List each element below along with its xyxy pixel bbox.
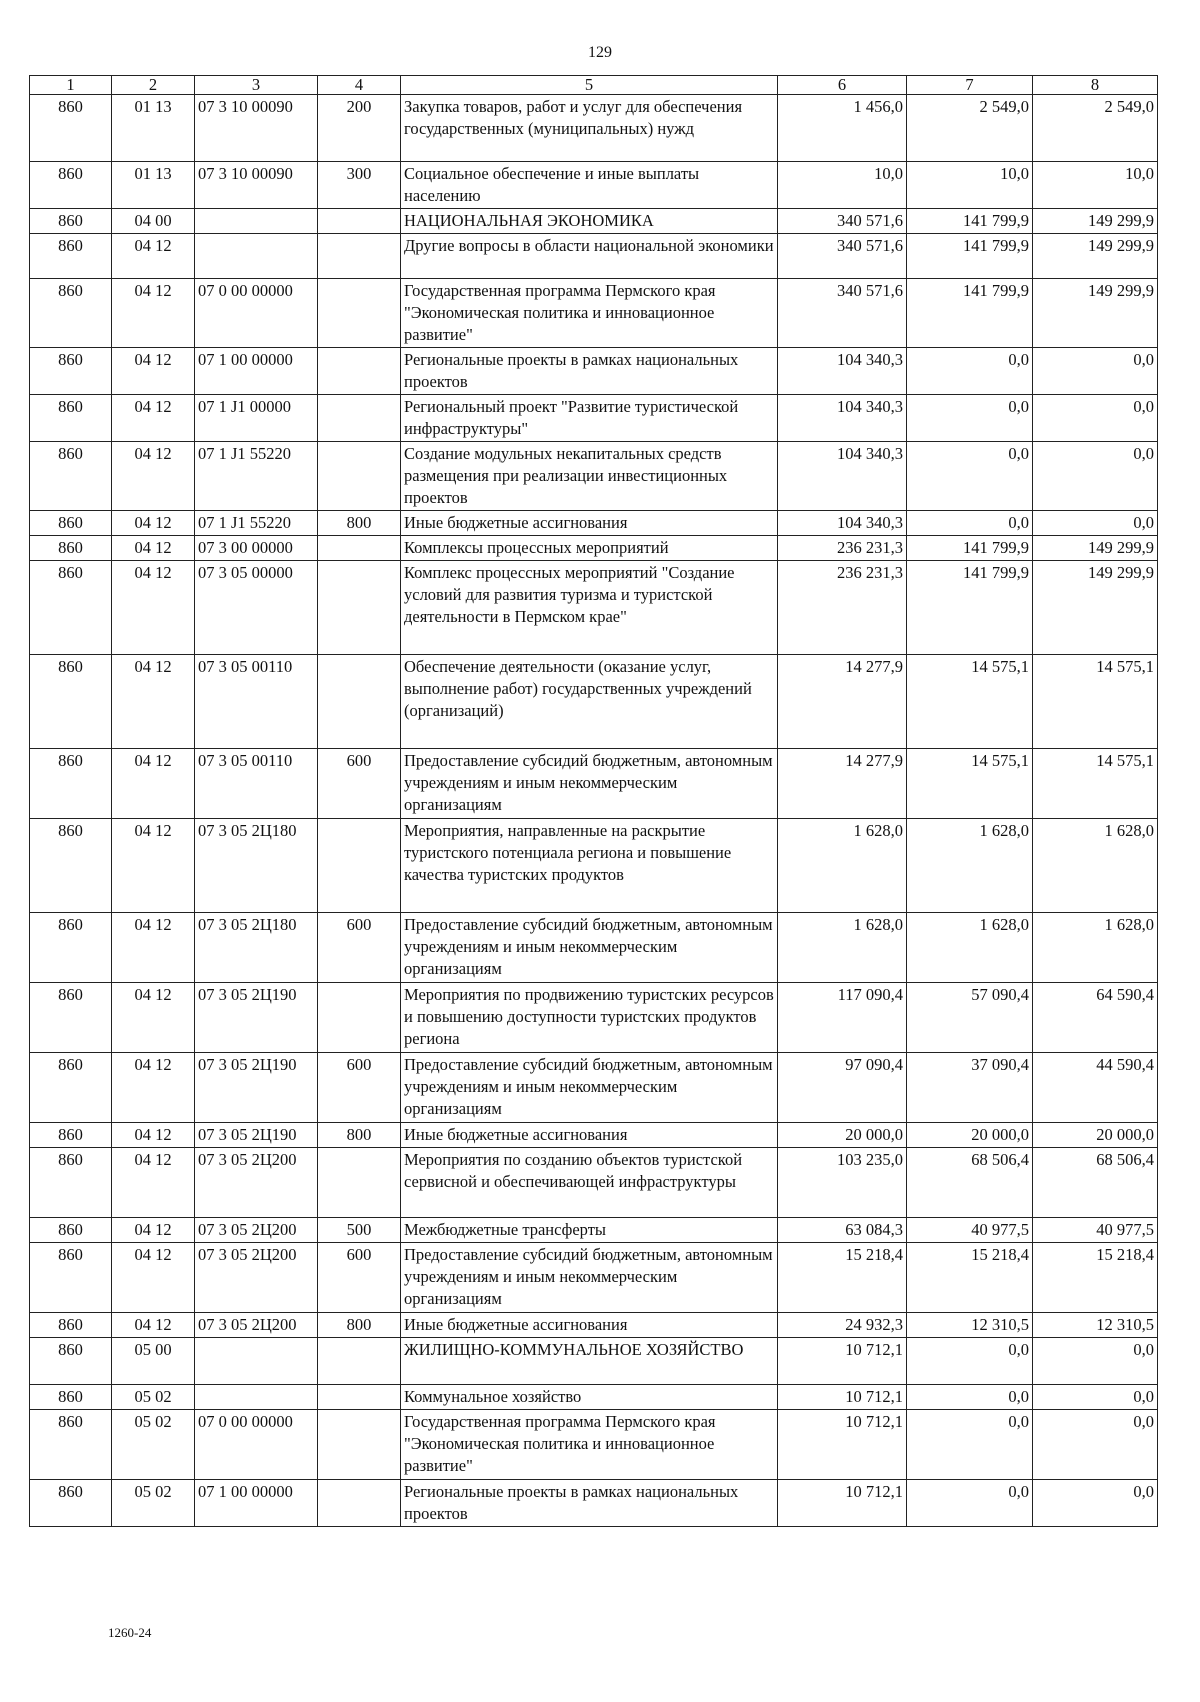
cell-section-code: 04 12: [112, 1218, 195, 1243]
cell-target-code: 07 0 00 00000: [195, 1410, 318, 1480]
cell-amount-col6: 14 277,9: [778, 655, 907, 749]
cell-expense-type: 200: [318, 95, 401, 162]
column-header: 7: [907, 76, 1033, 95]
cell-section-code: 04 12: [112, 395, 195, 442]
cell-admin-code: 860: [30, 1218, 112, 1243]
cell-section-code: 04 12: [112, 536, 195, 561]
cell-amount-col8: 15 218,4: [1033, 1243, 1158, 1313]
cell-amount-col7: 68 506,4: [907, 1148, 1033, 1218]
table-row: [30, 536, 1158, 561]
cell-expense-type: 600: [318, 1053, 401, 1123]
table-row: [30, 95, 1158, 162]
cell-expense-type: [318, 395, 401, 442]
cell-expense-type: 800: [318, 1123, 401, 1148]
cell-target-code: 07 3 10 00090: [195, 162, 318, 209]
cell-description: ЖИЛИЩНО-КОММУНАЛЬНОЕ ХОЗЯЙСТВО: [401, 1338, 778, 1385]
cell-expense-type: [318, 348, 401, 395]
document-code: 1260-24: [108, 1625, 152, 1640]
cell-amount-col7: 141 799,9: [907, 209, 1033, 234]
cell-description: Коммунальное хозяйство: [401, 1385, 778, 1410]
cell-admin-code: 860: [30, 1385, 112, 1410]
cell-amount-col7: 57 090,4: [907, 983, 1033, 1053]
cell-description: Предоставление субсидий бюджетным, автономным учреждениям и иным некоммерческим организациям: [401, 1053, 778, 1123]
cell-amount-col8: 14 575,1: [1033, 749, 1158, 819]
cell-description: Государственная программа Пермского края "Экономическая политика и инновационное развитие": [401, 1410, 778, 1480]
cell-amount-col8: 149 299,9: [1033, 561, 1158, 655]
cell-amount-col6: 104 340,3: [778, 442, 907, 511]
cell-target-code: 07 3 05 00110: [195, 749, 318, 819]
cell-target-code: 07 3 05 2Ц200: [195, 1218, 318, 1243]
cell-amount-col6: 340 571,6: [778, 234, 907, 279]
cell-amount-col8: 1 628,0: [1033, 913, 1158, 983]
cell-admin-code: 860: [30, 162, 112, 209]
cell-description: Мероприятия по созданию объектов туристской сервисной и обеспечивающей инфраструктуры: [401, 1148, 778, 1218]
cell-amount-col7: 15 218,4: [907, 1243, 1033, 1313]
table-row: [30, 1053, 1158, 1123]
cell-description: Закупка товаров, работ и услуг для обеспечения государственных (муниципальных) нужд: [401, 95, 778, 162]
table-row: [30, 655, 1158, 749]
cell-amount-col6: 20 000,0: [778, 1123, 907, 1148]
cell-amount-col6: 236 231,3: [778, 536, 907, 561]
cell-section-code: 04 12: [112, 1123, 195, 1148]
cell-amount-col8: 0,0: [1033, 1338, 1158, 1385]
cell-target-code: 07 1 J1 00000: [195, 395, 318, 442]
cell-target-code: 07 3 00 00000: [195, 536, 318, 561]
cell-section-code: 05 02: [112, 1480, 195, 1527]
cell-amount-col8: 68 506,4: [1033, 1148, 1158, 1218]
cell-description: Региональные проекты в рамках национальных проектов: [401, 1480, 778, 1527]
column-header: 3: [195, 76, 318, 95]
page-number: 129: [588, 44, 612, 61]
cell-admin-code: 860: [30, 209, 112, 234]
cell-amount-col6: 104 340,3: [778, 395, 907, 442]
cell-amount-col6: 236 231,3: [778, 561, 907, 655]
cell-amount-col8: 64 590,4: [1033, 983, 1158, 1053]
cell-target-code: 07 0 00 00000: [195, 279, 318, 348]
cell-admin-code: 860: [30, 279, 112, 348]
cell-admin-code: 860: [30, 1053, 112, 1123]
table-row: [30, 1243, 1158, 1313]
cell-target-code: 07 3 05 2Ц190: [195, 1123, 318, 1148]
table-row: [30, 162, 1158, 209]
cell-amount-col7: 141 799,9: [907, 536, 1033, 561]
cell-amount-col8: 0,0: [1033, 1385, 1158, 1410]
cell-amount-col6: 104 340,3: [778, 511, 907, 536]
cell-amount-col6: 10,0: [778, 162, 907, 209]
cell-target-code: 07 3 05 2Ц200: [195, 1148, 318, 1218]
cell-description: Иные бюджетные ассигнования: [401, 511, 778, 536]
cell-admin-code: 860: [30, 655, 112, 749]
cell-amount-col8: 149 299,9: [1033, 279, 1158, 348]
cell-description: Комплексы процессных мероприятий: [401, 536, 778, 561]
cell-description: Мероприятия по продвижению туристских ресурсов и повышению доступности туристских продуктов региона: [401, 983, 778, 1053]
cell-admin-code: 860: [30, 1480, 112, 1527]
cell-section-code: 05 00: [112, 1338, 195, 1385]
table-row: [30, 209, 1158, 234]
cell-section-code: 04 12: [112, 983, 195, 1053]
cell-expense-type: [318, 983, 401, 1053]
cell-amount-col6: 97 090,4: [778, 1053, 907, 1123]
cell-target-code: 07 3 05 2Ц190: [195, 983, 318, 1053]
cell-expense-type: [318, 209, 401, 234]
cell-admin-code: 860: [30, 1148, 112, 1218]
table-row: [30, 348, 1158, 395]
cell-amount-col8: 0,0: [1033, 1480, 1158, 1527]
cell-expense-type: 300: [318, 162, 401, 209]
cell-expense-type: 600: [318, 749, 401, 819]
column-header: 6: [778, 76, 907, 95]
cell-description: Иные бюджетные ассигнования: [401, 1313, 778, 1338]
cell-amount-col8: 149 299,9: [1033, 536, 1158, 561]
cell-amount-col6: 15 218,4: [778, 1243, 907, 1313]
cell-admin-code: 860: [30, 234, 112, 279]
cell-amount-col8: 14 575,1: [1033, 655, 1158, 749]
cell-target-code: 07 3 05 2Ц190: [195, 1053, 318, 1123]
cell-amount-col8: 2 549,0: [1033, 95, 1158, 162]
cell-admin-code: 860: [30, 511, 112, 536]
cell-amount-col7: 0,0: [907, 1480, 1033, 1527]
cell-amount-col7: 20 000,0: [907, 1123, 1033, 1148]
cell-description: Предоставление субсидий бюджетным, автономным учреждениям и иным некоммерческим организациям: [401, 913, 778, 983]
cell-admin-code: 860: [30, 1313, 112, 1338]
cell-section-code: 04 12: [112, 561, 195, 655]
table-row: [30, 442, 1158, 511]
cell-admin-code: 860: [30, 1243, 112, 1313]
cell-section-code: 04 12: [112, 819, 195, 913]
cell-amount-col7: 0,0: [907, 1338, 1033, 1385]
cell-amount-col7: 2 549,0: [907, 95, 1033, 162]
cell-amount-col7: 0,0: [907, 395, 1033, 442]
cell-admin-code: 860: [30, 1410, 112, 1480]
cell-admin-code: 860: [30, 348, 112, 395]
header-row: [30, 76, 1158, 95]
table-row: [30, 1148, 1158, 1218]
cell-section-code: 04 12: [112, 655, 195, 749]
cell-admin-code: 860: [30, 561, 112, 655]
cell-admin-code: 860: [30, 819, 112, 913]
table-row: [30, 1480, 1158, 1527]
cell-section-code: 04 12: [112, 1148, 195, 1218]
cell-amount-col8: 0,0: [1033, 395, 1158, 442]
cell-amount-col7: 0,0: [907, 1410, 1033, 1480]
column-header: 1: [30, 76, 112, 95]
cell-target-code: 07 3 05 2Ц180: [195, 819, 318, 913]
cell-expense-type: [318, 655, 401, 749]
cell-amount-col8: 44 590,4: [1033, 1053, 1158, 1123]
cell-section-code: 04 12: [112, 442, 195, 511]
cell-amount-col7: 14 575,1: [907, 749, 1033, 819]
cell-description: Мероприятия, направленные на раскрытие туристского потенциала региона и повышение качества туристских продуктов: [401, 819, 778, 913]
cell-description: Региональные проекты в рамках национальных проектов: [401, 348, 778, 395]
cell-section-code: 01 13: [112, 162, 195, 209]
cell-description: Предоставление субсидий бюджетным, автономным учреждениям и иным некоммерческим организациям: [401, 749, 778, 819]
cell-description: Создание модульных некапитальных средств размещения при реализации инвестиционных проектов: [401, 442, 778, 511]
cell-description: Другие вопросы в области национальной экономики: [401, 234, 778, 279]
cell-amount-col7: 40 977,5: [907, 1218, 1033, 1243]
cell-amount-col7: 0,0: [907, 348, 1033, 395]
cell-description: Обеспечение деятельности (оказание услуг, выполнение работ) государственных учреждений (организаций): [401, 655, 778, 749]
cell-amount-col7: 0,0: [907, 1385, 1033, 1410]
cell-amount-col7: 37 090,4: [907, 1053, 1033, 1123]
cell-description: Государственная программа Пермского края "Экономическая политика и инновационное развитие": [401, 279, 778, 348]
cell-expense-type: [318, 279, 401, 348]
cell-amount-col8: 0,0: [1033, 511, 1158, 536]
cell-target-code: 07 1 J1 55220: [195, 442, 318, 511]
cell-amount-col8: 0,0: [1033, 442, 1158, 511]
table-row: [30, 1313, 1158, 1338]
cell-description: Социальное обеспечение и иные выплаты населению: [401, 162, 778, 209]
table-row: [30, 1338, 1158, 1385]
cell-expense-type: [318, 1385, 401, 1410]
table-body: [30, 95, 1158, 1527]
cell-expense-type: [318, 819, 401, 913]
cell-description: Межбюджетные трансферты: [401, 1218, 778, 1243]
cell-amount-col8: 20 000,0: [1033, 1123, 1158, 1148]
cell-admin-code: 860: [30, 442, 112, 511]
cell-admin-code: 860: [30, 983, 112, 1053]
table-row: [30, 749, 1158, 819]
cell-admin-code: 860: [30, 1123, 112, 1148]
table-row: [30, 983, 1158, 1053]
cell-amount-col8: 0,0: [1033, 1410, 1158, 1480]
cell-target-code: [195, 209, 318, 234]
cell-section-code: 01 13: [112, 95, 195, 162]
table-row: [30, 1123, 1158, 1148]
cell-target-code: [195, 1385, 318, 1410]
cell-amount-col7: 12 310,5: [907, 1313, 1033, 1338]
cell-target-code: 07 3 05 00110: [195, 655, 318, 749]
cell-target-code: 07 3 05 00000: [195, 561, 318, 655]
cell-amount-col6: 24 932,3: [778, 1313, 907, 1338]
cell-target-code: 07 3 05 2Ц180: [195, 913, 318, 983]
cell-section-code: 04 12: [112, 1243, 195, 1313]
column-header: 2: [112, 76, 195, 95]
cell-amount-col8: 40 977,5: [1033, 1218, 1158, 1243]
cell-amount-col7: 0,0: [907, 442, 1033, 511]
cell-section-code: 05 02: [112, 1410, 195, 1480]
cell-amount-col6: 103 235,0: [778, 1148, 907, 1218]
table-row: [30, 511, 1158, 536]
cell-section-code: 04 12: [112, 348, 195, 395]
cell-amount-col6: 1 628,0: [778, 913, 907, 983]
cell-expense-type: [318, 561, 401, 655]
cell-expense-type: [318, 1148, 401, 1218]
table-row: [30, 279, 1158, 348]
cell-section-code: 04 12: [112, 1313, 195, 1338]
budget-table: [29, 75, 1158, 1527]
cell-section-code: 04 12: [112, 749, 195, 819]
cell-section-code: 05 02: [112, 1385, 195, 1410]
table-row: [30, 561, 1158, 655]
cell-section-code: 04 12: [112, 234, 195, 279]
cell-expense-type: [318, 536, 401, 561]
cell-amount-col8: 12 310,5: [1033, 1313, 1158, 1338]
cell-admin-code: 860: [30, 395, 112, 442]
cell-expense-type: [318, 1410, 401, 1480]
cell-section-code: 04 00: [112, 209, 195, 234]
cell-amount-col6: 63 084,3: [778, 1218, 907, 1243]
cell-target-code: 07 3 05 2Ц200: [195, 1243, 318, 1313]
cell-section-code: 04 12: [112, 279, 195, 348]
cell-admin-code: 860: [30, 913, 112, 983]
cell-section-code: 04 12: [112, 1053, 195, 1123]
cell-description: Региональный проект "Развитие туристической инфраструктуры": [401, 395, 778, 442]
cell-amount-col6: 340 571,6: [778, 209, 907, 234]
cell-amount-col8: 0,0: [1033, 348, 1158, 395]
cell-amount-col6: 340 571,6: [778, 279, 907, 348]
table-row: [30, 1218, 1158, 1243]
cell-expense-type: 800: [318, 511, 401, 536]
cell-amount-col7: 1 628,0: [907, 913, 1033, 983]
cell-amount-col6: 10 712,1: [778, 1480, 907, 1527]
cell-expense-type: 500: [318, 1218, 401, 1243]
cell-amount-col7: 141 799,9: [907, 234, 1033, 279]
cell-description: Предоставление субсидий бюджетным, автономным учреждениям и иным некоммерческим организациям: [401, 1243, 778, 1313]
cell-amount-col6: 1 628,0: [778, 819, 907, 913]
cell-description: НАЦИОНАЛЬНАЯ ЭКОНОМИКА: [401, 209, 778, 234]
cell-description: Комплекс процессных мероприятий "Создание условий для развития туризма и туристской деятельности в Пермском крае": [401, 561, 778, 655]
cell-amount-col6: 117 090,4: [778, 983, 907, 1053]
cell-target-code: 07 1 00 00000: [195, 348, 318, 395]
cell-amount-col8: 10,0: [1033, 162, 1158, 209]
cell-amount-col7: 0,0: [907, 511, 1033, 536]
cell-description: Иные бюджетные ассигнования: [401, 1123, 778, 1148]
table-row: [30, 913, 1158, 983]
cell-amount-col7: 1 628,0: [907, 819, 1033, 913]
cell-admin-code: 860: [30, 1338, 112, 1385]
cell-section-code: 04 12: [112, 511, 195, 536]
cell-expense-type: 600: [318, 913, 401, 983]
cell-expense-type: [318, 234, 401, 279]
column-header: 4: [318, 76, 401, 95]
table-row: [30, 395, 1158, 442]
cell-target-code: [195, 1338, 318, 1385]
table-row: [30, 819, 1158, 913]
cell-expense-type: [318, 1480, 401, 1527]
cell-expense-type: 800: [318, 1313, 401, 1338]
cell-target-code: 07 3 05 2Ц200: [195, 1313, 318, 1338]
cell-target-code: 07 1 00 00000: [195, 1480, 318, 1527]
table-row: [30, 1410, 1158, 1480]
cell-amount-col7: 141 799,9: [907, 561, 1033, 655]
cell-target-code: [195, 234, 318, 279]
cell-target-code: 07 1 J1 55220: [195, 511, 318, 536]
cell-section-code: 04 12: [112, 913, 195, 983]
cell-expense-type: [318, 442, 401, 511]
cell-admin-code: 860: [30, 536, 112, 561]
cell-amount-col6: 10 712,1: [778, 1385, 907, 1410]
cell-amount-col7: 141 799,9: [907, 279, 1033, 348]
cell-amount-col6: 1 456,0: [778, 95, 907, 162]
cell-amount-col7: 14 575,1: [907, 655, 1033, 749]
cell-amount-col8: 149 299,9: [1033, 209, 1158, 234]
cell-admin-code: 860: [30, 95, 112, 162]
cell-amount-col8: 149 299,9: [1033, 234, 1158, 279]
cell-amount-col7: 10,0: [907, 162, 1033, 209]
cell-amount-col6: 10 712,1: [778, 1338, 907, 1385]
column-header: 8: [1033, 76, 1158, 95]
table-row: [30, 1385, 1158, 1410]
cell-amount-col8: 1 628,0: [1033, 819, 1158, 913]
table-row: [30, 234, 1158, 279]
cell-expense-type: 600: [318, 1243, 401, 1313]
column-header: 5: [401, 76, 778, 95]
cell-amount-col6: 104 340,3: [778, 348, 907, 395]
cell-amount-col6: 14 277,9: [778, 749, 907, 819]
cell-admin-code: 860: [30, 749, 112, 819]
cell-target-code: 07 3 10 00090: [195, 95, 318, 162]
cell-amount-col6: 10 712,1: [778, 1410, 907, 1480]
cell-expense-type: [318, 1338, 401, 1385]
